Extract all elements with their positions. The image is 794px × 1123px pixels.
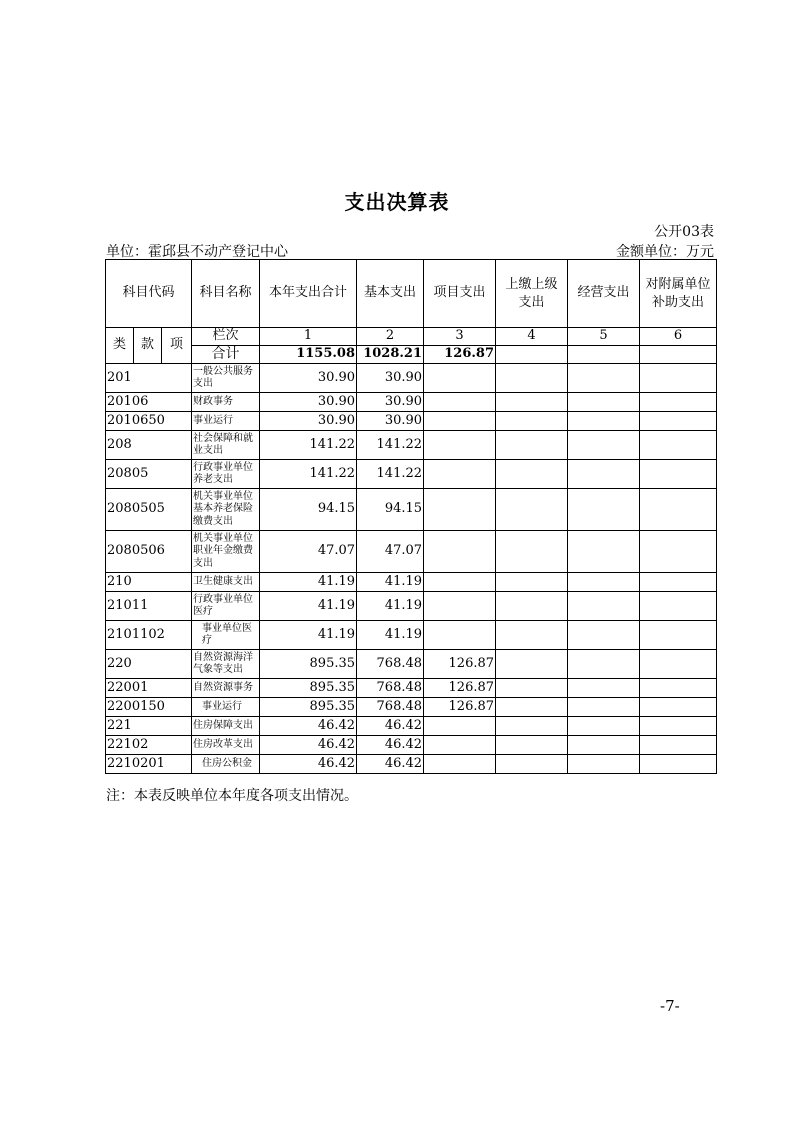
row-col6: [640, 717, 717, 736]
total-col3: 126.87: [424, 346, 496, 364]
row-code: 2200150: [106, 698, 192, 717]
row-name: 行政事业单位养老支出: [192, 460, 260, 489]
row-col1: 41.19: [260, 592, 357, 621]
row-col5: [568, 717, 640, 736]
row-col2: 41.19: [357, 592, 424, 621]
total-col5: [568, 346, 640, 364]
row-col4: [496, 650, 568, 679]
row-col6: [640, 592, 717, 621]
row-col5: [568, 412, 640, 431]
total-col6: [640, 346, 717, 364]
row-name: 自然资源海洋气象等支出: [192, 650, 260, 679]
row-col6: [640, 621, 717, 650]
table-row: [106, 412, 717, 431]
row-col2: 46.42: [357, 736, 424, 755]
row-col1: 41.19: [260, 573, 357, 592]
page-title: 支出决算表: [344, 190, 450, 214]
row-col4: [496, 736, 568, 755]
column-number-row: [106, 328, 717, 346]
unit-name: 单位：霍邱县不动产登记中心: [106, 244, 288, 260]
table-row: [106, 393, 717, 412]
row-col3: [424, 621, 496, 650]
row-col3: [424, 717, 496, 736]
row-col4: [496, 573, 568, 592]
row-col4: [496, 679, 568, 698]
row-name: 自然资源事务: [192, 679, 260, 698]
row-code: 20106: [106, 393, 192, 412]
table-row: [106, 573, 717, 592]
row-col4: [496, 698, 568, 717]
row-col1: 94.15: [260, 489, 357, 531]
header-kuan: 款: [134, 328, 162, 364]
table-row: [106, 489, 717, 531]
row-col1: 895.35: [260, 698, 357, 717]
row-col1: 895.35: [260, 650, 357, 679]
colnum-3: 3: [424, 328, 496, 346]
row-col4: [496, 460, 568, 489]
row-name: 财政事务: [192, 393, 260, 412]
row-col3: [424, 531, 496, 573]
row-col2: 768.48: [357, 679, 424, 698]
header-row: [106, 260, 717, 328]
row-col3: 126.87: [424, 679, 496, 698]
table-row: [106, 717, 717, 736]
row-col5: [568, 489, 640, 531]
header-col6: [640, 260, 717, 328]
row-name: 事业运行: [192, 412, 260, 431]
row-col3: [424, 431, 496, 460]
header-col6-line2: 补助支出: [652, 294, 705, 310]
row-code: 210: [106, 573, 192, 592]
row-col4: [496, 755, 568, 774]
header-xiang: 项: [162, 328, 192, 364]
colnum-1: 1: [260, 328, 357, 346]
row-col5: [568, 531, 640, 573]
row-col1: 47.07: [260, 531, 357, 573]
row-name: 住房公积金: [192, 755, 260, 774]
row-col5: [568, 431, 640, 460]
row-code: 21011: [106, 592, 192, 621]
total-col2: 1028.21: [357, 346, 424, 364]
row-col2: 768.48: [357, 650, 424, 679]
row-col6: [640, 573, 717, 592]
row-col2: 30.90: [357, 393, 424, 412]
header-col5: 经营支出: [568, 260, 640, 328]
row-code: 22102: [106, 736, 192, 755]
row-col1: 141.22: [260, 431, 357, 460]
row-col1: 895.35: [260, 679, 357, 698]
header-col1: 本年支出合计: [260, 260, 357, 328]
total-row: [106, 346, 717, 364]
table-row: [106, 621, 717, 650]
row-col3: [424, 755, 496, 774]
row-col6: [640, 755, 717, 774]
row-col1: 30.90: [260, 412, 357, 431]
table-row: [106, 364, 717, 393]
row-code: 221: [106, 717, 192, 736]
row-col2: 30.90: [357, 364, 424, 393]
row-col6: [640, 412, 717, 431]
row-col1: 46.42: [260, 755, 357, 774]
row-col2: 141.22: [357, 431, 424, 460]
table-note: 注：本表反映单位本年度各项支出情况。: [106, 788, 358, 804]
row-col3: 126.87: [424, 650, 496, 679]
row-code: 2210201: [106, 755, 192, 774]
row-col1: 46.42: [260, 736, 357, 755]
row-col6: [640, 489, 717, 531]
header-col2: 基本支出: [357, 260, 424, 328]
row-col2: 46.42: [357, 755, 424, 774]
row-col5: [568, 755, 640, 774]
row-col2: 47.07: [357, 531, 424, 573]
row-name: 机关事业单位职业年金缴费支出: [192, 531, 260, 573]
colnum-2: 2: [357, 328, 424, 346]
table-row: [106, 592, 717, 621]
page-number: -7-: [660, 997, 680, 1015]
header-lei: 类: [106, 328, 134, 364]
row-col3: [424, 592, 496, 621]
row-col5: [568, 736, 640, 755]
row-name: 住房保障支出: [192, 717, 260, 736]
row-col5: [568, 573, 640, 592]
row-code: 2010650: [106, 412, 192, 431]
table-row: [106, 650, 717, 679]
row-col5: [568, 460, 640, 489]
header-col4-line1: 上缴上级: [505, 276, 558, 292]
row-col3: [424, 412, 496, 431]
row-name: 行政事业单位医疗: [192, 592, 260, 621]
row-col5: [568, 393, 640, 412]
total-col1: 1155.08: [260, 346, 357, 364]
row-col3: [424, 489, 496, 531]
row-col6: [640, 393, 717, 412]
row-col5: [568, 679, 640, 698]
row-col1: 30.90: [260, 364, 357, 393]
row-code: 20805: [106, 460, 192, 489]
table-row: [106, 736, 717, 755]
row-col6: [640, 364, 717, 393]
row-col4: [496, 621, 568, 650]
colnum-5: 5: [568, 328, 640, 346]
row-col3: [424, 736, 496, 755]
row-col6: [640, 650, 717, 679]
row-col1: 141.22: [260, 460, 357, 489]
row-name: 事业运行: [192, 698, 260, 717]
row-col4: [496, 412, 568, 431]
total-label: 合计: [192, 346, 260, 364]
row-code: 2080506: [106, 531, 192, 573]
header-name: 科目名称: [192, 260, 260, 328]
expenditure-table: [105, 259, 717, 774]
row-col4: [496, 364, 568, 393]
money-unit: 金额单位：万元: [616, 244, 714, 260]
table-row: [106, 698, 717, 717]
header-lanci: 栏次: [192, 328, 260, 346]
row-col5: [568, 698, 640, 717]
row-name: 一般公共服务支出: [192, 364, 260, 393]
row-col1: 30.90: [260, 393, 357, 412]
row-col2: 30.90: [357, 412, 424, 431]
row-col2: 94.15: [357, 489, 424, 531]
row-col6: [640, 531, 717, 573]
header-col3: 项目支出: [424, 260, 496, 328]
row-col2: 768.48: [357, 698, 424, 717]
row-code: 208: [106, 431, 192, 460]
row-col6: [640, 431, 717, 460]
total-col4: [496, 346, 568, 364]
header-col4: [496, 260, 568, 328]
table-row: [106, 679, 717, 698]
row-col5: [568, 364, 640, 393]
row-name: 社会保障和就业支出: [192, 431, 260, 460]
row-code: 22001: [106, 679, 192, 698]
row-name: 卫生健康支出: [192, 573, 260, 592]
row-col4: [496, 393, 568, 412]
row-col2: 41.19: [357, 573, 424, 592]
row-col4: [496, 592, 568, 621]
row-col4: [496, 489, 568, 531]
row-col3: [424, 364, 496, 393]
row-code: 2080505: [106, 489, 192, 531]
colnum-4: 4: [496, 328, 568, 346]
row-col3: [424, 460, 496, 489]
row-col4: [496, 717, 568, 736]
header-col4-line2: 支出: [518, 294, 545, 310]
row-col2: 46.42: [357, 717, 424, 736]
row-code: 2101102: [106, 621, 192, 650]
row-col2: 141.22: [357, 460, 424, 489]
row-col4: [496, 431, 568, 460]
row-col3: [424, 573, 496, 592]
row-col1: 46.42: [260, 717, 357, 736]
row-col6: [640, 698, 717, 717]
row-name: 机关事业单位基本养老保险缴费支出: [192, 489, 260, 531]
row-name: 事业单位医疗: [192, 621, 260, 650]
row-col4: [496, 531, 568, 573]
row-col3: [424, 393, 496, 412]
header-code: 科目代码: [106, 260, 192, 328]
row-col6: [640, 736, 717, 755]
table-row: [106, 431, 717, 460]
colnum-6: 6: [640, 328, 717, 346]
row-code: 220: [106, 650, 192, 679]
row-col5: [568, 592, 640, 621]
table-row: [106, 460, 717, 489]
header-col6-line1: 对附属单位: [645, 276, 711, 292]
table-row: [106, 755, 717, 774]
row-col1: 41.19: [260, 621, 357, 650]
row-col3: 126.87: [424, 698, 496, 717]
row-col5: [568, 650, 640, 679]
row-name: 住房改革支出: [192, 736, 260, 755]
form-number: 公开03表: [654, 224, 714, 240]
row-code: 201: [106, 364, 192, 393]
row-col6: [640, 679, 717, 698]
row-col2: 41.19: [357, 621, 424, 650]
row-col5: [568, 621, 640, 650]
table-row: [106, 531, 717, 573]
row-col6: [640, 460, 717, 489]
